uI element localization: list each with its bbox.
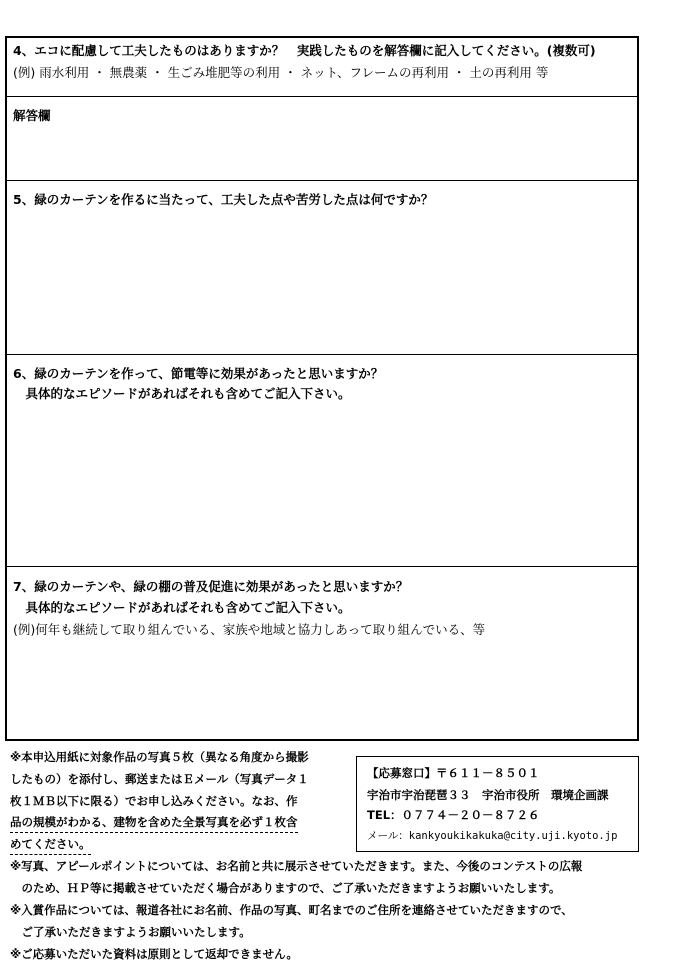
q6-sub: 具体的なエピソードがあればそれも含めてご記入下さい。 xyxy=(13,386,351,401)
q7-example: (例)何年も継続して取り組んでいる、家族や地域と協力しあって取り組んでいる、等 xyxy=(13,622,486,637)
contact-title: 【応募窓口】〒６１１－８５０１ xyxy=(367,766,540,780)
questionnaire-form xyxy=(5,36,639,741)
q7-title: 7、緑のカーテンや、緑の棚の普及促進に効果があったと思いますか？ xyxy=(13,579,409,594)
footer-note-1b: のため、ＨＰ等に掲載させていただく場合がありますので、ご了承いただきますようお願いいたします。 xyxy=(10,881,561,895)
q4-answer-section[interactable] xyxy=(7,97,637,181)
contact-address: 宇治市宇治琵琶３３ 宇治市役所 環境企画課 xyxy=(367,788,609,802)
contact-box xyxy=(356,756,639,852)
note-line-3: 枚１ＭＢ以下に限る）でお申し込みください。なお、作 xyxy=(10,794,298,808)
q6-section[interactable] xyxy=(7,355,637,567)
q5-title: 5、緑のカーテンを作るに当たって、工夫した点や苦労した点は何ですか？ xyxy=(13,192,434,207)
footer-note-2b: ご了承いただきますようお願いいたします。 xyxy=(10,925,251,939)
q4-answer-label: 解答欄 xyxy=(13,108,51,123)
note-line-5: めてください。 xyxy=(10,834,91,855)
footer-note-3: ※ご応募いただいた資料は原則として返却できません。 xyxy=(10,947,298,961)
contact-tel: TEL：０７７４－２０－８７２６ xyxy=(367,808,540,822)
note-line-2: したもの）を添付し、郵送またはＥメール（写真データ１ xyxy=(10,772,309,786)
footer-note-2a: ※入賞作品については、報道各社にお名前、作品の写真、町名までのご住所を連絡させていただきますので、 xyxy=(10,903,573,917)
q4-title: 4、エコに配慮して工夫したものはありますか？ 実践したものを解答欄に記入してください。(複数可) xyxy=(13,43,596,58)
footer-note-1a: ※写真、アピールポイントについては、お名前と共に展示させていただきます。また、今後のコンテストの広報 xyxy=(10,859,583,873)
q6-title: 6、緑のカーテンを作って、節電等に効果があったと思いますか？ xyxy=(13,366,384,381)
q7-sub: 具体的なエピソードがあればそれも含めてご記入下さい。 xyxy=(13,600,351,615)
note-line-4: 品の規模がわかる、建物を含めた全景写真を必ず１枚含 xyxy=(10,812,298,833)
q4-example: (例) 雨水利用 ・ 無農薬 ・ 生ごみ堆肥等の利用 ・ ネット、フレームの再利用 ・ 土の再利用 等 xyxy=(13,65,549,80)
q4-section xyxy=(7,38,637,97)
note-line-1: ※本申込用紙に対象作品の写真５枚（異なる角度から撮影 xyxy=(10,750,309,764)
q7-section[interactable] xyxy=(7,567,637,739)
q5-section[interactable] xyxy=(7,181,637,355)
contact-email[interactable]: メール：kankyoukikakuka@city.uji.kyoto.jp xyxy=(367,830,618,842)
